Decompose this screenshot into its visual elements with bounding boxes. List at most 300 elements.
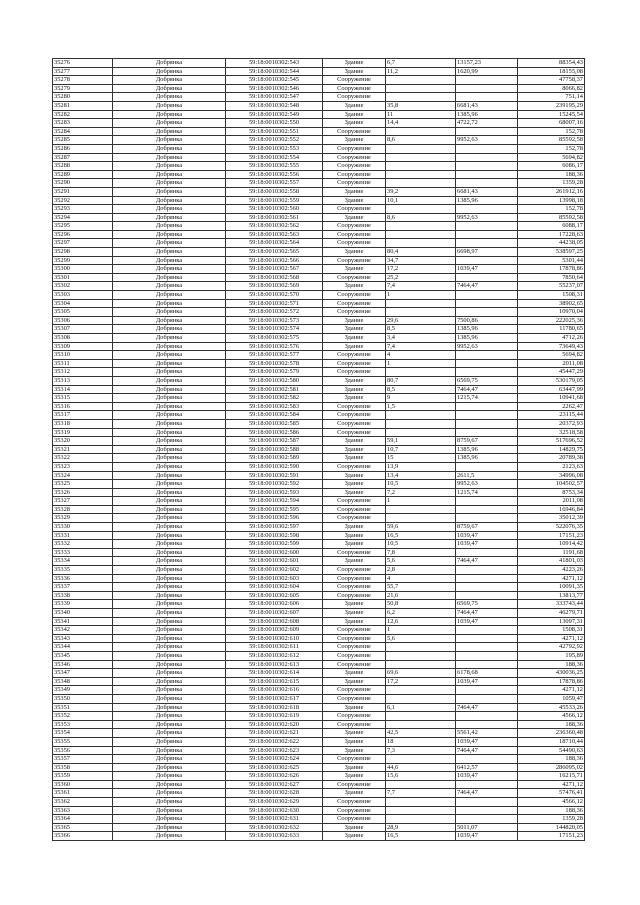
rate-cell: 1620,99 <box>456 67 518 76</box>
locality-cell: Добрянка <box>113 737 226 746</box>
row-number: 35283 <box>53 119 113 128</box>
table-row <box>53 480 585 489</box>
rate-cell <box>456 626 518 635</box>
locality-cell: Добрянка <box>113 505 226 514</box>
area-cell: 6,7 <box>386 59 456 68</box>
cadastral-value-cell: 5694,82 <box>518 153 585 162</box>
area-cell <box>386 419 456 428</box>
cadastral-number-cell: 59:18:0010302:610 <box>226 634 323 643</box>
area-cell <box>386 127 456 136</box>
cadastral-number-cell: 59:18:0010302:611 <box>226 643 323 652</box>
cadastral-number-cell: 59:18:0010302:607 <box>226 609 323 618</box>
area-cell: 13,4 <box>386 471 456 480</box>
object-type-cell: Сооружение <box>323 574 386 583</box>
object-type-cell: Здание <box>323 823 386 832</box>
area-cell <box>386 84 456 93</box>
object-type-cell: Сооружение <box>323 428 386 437</box>
object-type-cell: Сооружение <box>323 514 386 523</box>
object-type-cell: Сооружение <box>323 179 386 188</box>
locality-cell: Добрянка <box>113 617 226 626</box>
area-cell: 11 <box>386 110 456 119</box>
locality-cell: Добрянка <box>113 248 226 257</box>
object-type-cell: Здание <box>323 385 386 394</box>
area-cell <box>386 643 456 652</box>
area-cell: 7,4 <box>386 342 456 351</box>
area-cell: 1 <box>386 291 456 300</box>
area-cell <box>386 308 456 317</box>
rate-cell <box>456 505 518 514</box>
table-row <box>53 205 585 214</box>
table-row <box>53 505 585 514</box>
object-type-cell: Сооружение <box>323 651 386 660</box>
locality-cell: Добрянка <box>113 437 226 446</box>
row-number: 35287 <box>53 153 113 162</box>
cadastral-number-cell: 59:18:0010302:622 <box>226 737 323 746</box>
locality-cell: Добрянка <box>113 359 226 368</box>
table-row <box>53 282 585 291</box>
rate-cell: 6412,57 <box>456 763 518 772</box>
area-cell: 7,4 <box>386 282 456 291</box>
table-row <box>53 660 585 669</box>
locality-cell: Добрянка <box>113 746 226 755</box>
locality-cell: Добрянка <box>113 669 226 678</box>
area-cell <box>386 230 456 239</box>
row-number: 35334 <box>53 557 113 566</box>
rate-cell: 2611,5 <box>456 471 518 480</box>
rate-cell <box>456 591 518 600</box>
locality-cell: Добрянка <box>113 729 226 738</box>
rate-cell: 7500,86 <box>456 316 518 325</box>
cadastral-number-cell: 59:18:0010302:552 <box>226 136 323 145</box>
cadastral-value-cell: 188,36 <box>518 170 585 179</box>
cadastral-value-cell: 5694,82 <box>518 351 585 360</box>
area-cell: 2,8 <box>386 566 456 575</box>
locality-cell: Добрянка <box>113 703 226 712</box>
row-number: 35303 <box>53 291 113 300</box>
area-cell <box>386 686 456 695</box>
table-row <box>53 419 585 428</box>
table-row <box>53 67 585 76</box>
cadastral-value-cell: 41801,03 <box>518 557 585 566</box>
table-row <box>53 755 585 764</box>
locality-cell: Добрянка <box>113 712 226 721</box>
cadastral-number-cell: 59:18:0010302:599 <box>226 540 323 549</box>
object-type-cell: Сооружение <box>323 299 386 308</box>
object-type-cell: Здание <box>323 187 386 196</box>
cadastral-value-cell: 38902,65 <box>518 299 585 308</box>
cadastral-value-cell: 45447,29 <box>518 368 585 377</box>
object-type-cell: Здание <box>323 67 386 76</box>
area-cell: 8,5 <box>386 385 456 394</box>
cadastral-number-cell: 59:18:0010302:554 <box>226 153 323 162</box>
locality-cell: Добрянка <box>113 566 226 575</box>
cadastral-value-cell: 517696,52 <box>518 437 585 446</box>
area-cell: 59,6 <box>386 523 456 532</box>
cadastral-value-cell: 16946,84 <box>518 505 585 514</box>
locality-cell: Добрянка <box>113 76 226 85</box>
table-row <box>53 248 585 257</box>
rate-cell: 8759,67 <box>456 437 518 446</box>
cadastral-value-cell: 13097,31 <box>518 617 585 626</box>
row-number: 35278 <box>53 76 113 85</box>
object-type-cell: Сооружение <box>323 660 386 669</box>
cadastral-value-cell: 1508,31 <box>518 291 585 300</box>
locality-cell: Добрянка <box>113 411 226 420</box>
area-cell <box>386 170 456 179</box>
cadastral-number-cell: 59:18:0010302:562 <box>226 222 323 231</box>
cadastral-value-cell: 261912,16 <box>518 187 585 196</box>
row-number: 35340 <box>53 609 113 618</box>
cadastral-value-cell: 46279,71 <box>518 609 585 618</box>
rate-cell: 7464,47 <box>456 609 518 618</box>
table-row <box>53 385 585 394</box>
table-row <box>53 84 585 93</box>
table-row <box>53 574 585 583</box>
cadastral-number-cell: 59:18:0010302:543 <box>226 59 323 68</box>
rate-cell: 7464,47 <box>456 746 518 755</box>
rate-cell: 7464,47 <box>456 557 518 566</box>
object-type-cell: Здание <box>323 729 386 738</box>
locality-cell: Добрянка <box>113 342 226 351</box>
cadastral-value-cell: 1359,28 <box>518 179 585 188</box>
cadastral-value-cell: 1191,68 <box>518 548 585 557</box>
object-type-cell: Сооружение <box>323 694 386 703</box>
cadastral-value-table <box>52 58 585 841</box>
locality-cell: Добрянка <box>113 428 226 437</box>
area-cell: 8,6 <box>386 136 456 145</box>
cadastral-number-cell: 59:18:0010302:631 <box>226 815 323 824</box>
locality-cell: Добрянка <box>113 153 226 162</box>
object-type-cell: Сооружение <box>323 505 386 514</box>
area-cell: 7,7 <box>386 789 456 798</box>
cadastral-value-cell: 55237,07 <box>518 282 585 291</box>
row-number: 35320 <box>53 437 113 446</box>
table-row <box>53 712 585 721</box>
rate-cell: 1039,47 <box>456 737 518 746</box>
cadastral-number-cell: 59:18:0010302:573 <box>226 316 323 325</box>
table-row <box>53 359 585 368</box>
cadastral-number-cell: 59:18:0010302:559 <box>226 196 323 205</box>
rate-cell <box>456 643 518 652</box>
row-number: 35363 <box>53 806 113 815</box>
row-number: 35323 <box>53 462 113 471</box>
cadastral-value-cell: 152,78 <box>518 144 585 153</box>
row-number: 35342 <box>53 626 113 635</box>
locality-cell: Добрянка <box>113 832 226 841</box>
row-number: 35302 <box>53 282 113 291</box>
table-row <box>53 136 585 145</box>
object-type-cell: Сооружение <box>323 239 386 248</box>
cadastral-number-cell: 59:18:0010302:546 <box>226 84 323 93</box>
table-row <box>53 763 585 772</box>
cadastral-number-cell: 59:18:0010302:594 <box>226 497 323 506</box>
cadastral-number-cell: 59:18:0010302:620 <box>226 720 323 729</box>
table-row <box>53 239 585 248</box>
row-number: 35356 <box>53 746 113 755</box>
rate-cell <box>456 368 518 377</box>
table-row <box>53 634 585 643</box>
table-row <box>53 789 585 798</box>
row-number: 35352 <box>53 712 113 721</box>
cadastral-number-cell: 59:18:0010302:589 <box>226 454 323 463</box>
object-type-cell: Сооружение <box>323 411 386 420</box>
object-type-cell: Здание <box>323 531 386 540</box>
object-type-cell: Сооружение <box>323 548 386 557</box>
row-number: 35330 <box>53 523 113 532</box>
area-cell: 18 <box>386 737 456 746</box>
area-cell: 44,6 <box>386 763 456 772</box>
cadastral-number-cell: 59:18:0010302:629 <box>226 798 323 807</box>
area-cell: 10,1 <box>386 196 456 205</box>
object-type-cell: Сооружение <box>323 402 386 411</box>
locality-cell: Добрянка <box>113 144 226 153</box>
object-type-cell: Здание <box>323 737 386 746</box>
object-type-cell: Здание <box>323 488 386 497</box>
object-type-cell: Сооружение <box>323 273 386 282</box>
row-number: 35351 <box>53 703 113 712</box>
rate-cell <box>456 127 518 136</box>
cadastral-number-cell: 59:18:0010302:596 <box>226 514 323 523</box>
cadastral-value-cell: 1059,47 <box>518 694 585 703</box>
row-number: 35286 <box>53 144 113 153</box>
object-type-cell: Сооружение <box>323 230 386 239</box>
object-type-cell: Сооружение <box>323 127 386 136</box>
row-number: 35358 <box>53 763 113 772</box>
cadastral-number-cell: 59:18:0010302:565 <box>226 248 323 257</box>
table-row <box>53 153 585 162</box>
rate-cell: 9952,63 <box>456 136 518 145</box>
area-cell: 5,6 <box>386 557 456 566</box>
object-type-cell: Здание <box>323 213 386 222</box>
area-cell <box>386 179 456 188</box>
object-type-cell: Сооружение <box>323 368 386 377</box>
locality-cell: Добрянка <box>113 385 226 394</box>
cadastral-value-cell: 57476,41 <box>518 789 585 798</box>
object-type-cell: Сооружение <box>323 76 386 85</box>
cadastral-value-cell: 286095,02 <box>518 763 585 772</box>
cadastral-value-cell: 2262,47 <box>518 402 585 411</box>
area-cell: 34,7 <box>386 256 456 265</box>
table-row <box>53 566 585 575</box>
rate-cell: 1039,47 <box>456 832 518 841</box>
rate-cell <box>456 419 518 428</box>
table-row <box>53 497 585 506</box>
area-cell: 12,6 <box>386 617 456 626</box>
rate-cell <box>456 162 518 171</box>
table-row <box>53 454 585 463</box>
object-type-cell: Сооружение <box>323 256 386 265</box>
cadastral-number-cell: 59:18:0010302:556 <box>226 170 323 179</box>
table-row <box>53 780 585 789</box>
cadastral-value-cell: 54490,63 <box>518 746 585 755</box>
area-cell: 8,5 <box>386 325 456 334</box>
table-row <box>53 394 585 403</box>
locality-cell: Добрянка <box>113 282 226 291</box>
row-number: 35276 <box>53 59 113 68</box>
row-number: 35314 <box>53 385 113 394</box>
locality-cell: Добрянка <box>113 67 226 76</box>
locality-cell: Добрянка <box>113 815 226 824</box>
area-cell <box>386 76 456 85</box>
locality-cell: Добрянка <box>113 634 226 643</box>
cadastral-value-cell: 15245,54 <box>518 110 585 119</box>
cadastral-number-cell: 59:18:0010302:606 <box>226 600 323 609</box>
area-cell <box>386 755 456 764</box>
area-cell <box>386 720 456 729</box>
row-number: 35325 <box>53 480 113 489</box>
row-number: 35296 <box>53 230 113 239</box>
row-number: 35280 <box>53 93 113 102</box>
table-row <box>53 351 585 360</box>
locality-cell: Добрянка <box>113 548 226 557</box>
area-cell <box>386 712 456 721</box>
locality-cell: Добрянка <box>113 187 226 196</box>
locality-cell: Добрянка <box>113 213 226 222</box>
cadastral-number-cell: 59:18:0010302:581 <box>226 385 323 394</box>
row-number: 35337 <box>53 583 113 592</box>
area-cell: 17,2 <box>386 265 456 274</box>
row-number: 35349 <box>53 686 113 695</box>
table-row <box>53 110 585 119</box>
cadastral-number-cell: 59:18:0010302:587 <box>226 437 323 446</box>
area-cell: 15 <box>386 454 456 463</box>
table-row <box>53 815 585 824</box>
cadastral-value-cell: 7850,64 <box>518 273 585 282</box>
object-type-cell: Сооружение <box>323 497 386 506</box>
cadastral-value-cell: 17151,23 <box>518 531 585 540</box>
area-cell <box>386 93 456 102</box>
row-number: 35336 <box>53 574 113 583</box>
cadastral-number-cell: 59:18:0010302:548 <box>226 101 323 110</box>
cadastral-value-cell: 85592,58 <box>518 213 585 222</box>
rate-cell <box>456 359 518 368</box>
cadastral-number-cell: 59:18:0010302:612 <box>226 651 323 660</box>
rate-cell: 6569,75 <box>456 376 518 385</box>
cadastral-number-cell: 59:18:0010302:604 <box>226 583 323 592</box>
table-row <box>53 59 585 68</box>
area-cell <box>386 205 456 214</box>
area-cell: 10,5 <box>386 480 456 489</box>
row-number: 35348 <box>53 677 113 686</box>
table-row <box>53 617 585 626</box>
row-number: 35353 <box>53 720 113 729</box>
cadastral-value-cell: 10970,04 <box>518 308 585 317</box>
object-type-cell: Здание <box>323 772 386 781</box>
locality-cell: Добрянка <box>113 419 226 428</box>
locality-cell: Добрянка <box>113 488 226 497</box>
cadastral-number-cell: 59:18:0010302:561 <box>226 213 323 222</box>
area-cell <box>386 514 456 523</box>
cadastral-number-cell: 59:18:0010302:582 <box>226 394 323 403</box>
row-number: 35344 <box>53 643 113 652</box>
rate-cell <box>456 634 518 643</box>
locality-cell: Добрянка <box>113 299 226 308</box>
table-row <box>53 325 585 334</box>
cadastral-value-cell: 23115,44 <box>518 411 585 420</box>
table-row <box>53 600 585 609</box>
cadastral-number-cell: 59:18:0010302:577 <box>226 351 323 360</box>
area-cell <box>386 780 456 789</box>
rate-cell <box>456 651 518 660</box>
cadastral-number-cell: 59:18:0010302:544 <box>226 67 323 76</box>
area-cell: 1 <box>386 359 456 368</box>
locality-cell: Добрянка <box>113 308 226 317</box>
row-number: 35343 <box>53 634 113 643</box>
locality-cell: Добрянка <box>113 119 226 128</box>
locality-cell: Добрянка <box>113 694 226 703</box>
rate-cell: 1385,96 <box>456 454 518 463</box>
locality-cell: Добрянка <box>113 574 226 583</box>
cadastral-number-cell: 59:18:0010302:609 <box>226 626 323 635</box>
table-row <box>53 746 585 755</box>
rate-cell <box>456 497 518 506</box>
row-number: 35324 <box>53 471 113 480</box>
object-type-cell: Здание <box>323 746 386 755</box>
table-row <box>53 428 585 437</box>
cadastral-value-cell: 8066,82 <box>518 84 585 93</box>
area-cell: 7,2 <box>386 488 456 497</box>
object-type-cell: Здание <box>323 540 386 549</box>
rate-cell <box>456 402 518 411</box>
table-row <box>53 445 585 454</box>
table-row <box>53 737 585 746</box>
cadastral-value-cell: 20789,38 <box>518 454 585 463</box>
cadastral-number-cell: 59:18:0010302:632 <box>226 823 323 832</box>
cadastral-value-cell: 188,36 <box>518 806 585 815</box>
object-type-cell: Здание <box>323 617 386 626</box>
area-cell <box>386 651 456 660</box>
locality-cell: Добрянка <box>113 222 226 231</box>
locality-cell: Добрянка <box>113 402 226 411</box>
locality-cell: Добрянка <box>113 265 226 274</box>
rate-cell: 7464,47 <box>456 282 518 291</box>
row-number: 35304 <box>53 299 113 308</box>
cadastral-number-cell: 59:18:0010302:547 <box>226 93 323 102</box>
table-row <box>53 591 585 600</box>
table-row <box>53 265 585 274</box>
cadastral-value-cell: 188,36 <box>518 755 585 764</box>
rate-cell: 4722,72 <box>456 119 518 128</box>
cadastral-number-cell: 59:18:0010302:585 <box>226 419 323 428</box>
row-number: 35306 <box>53 316 113 325</box>
rate-cell <box>456 798 518 807</box>
cadastral-value-cell: 14829,75 <box>518 445 585 454</box>
rate-cell <box>456 256 518 265</box>
row-number: 35361 <box>53 789 113 798</box>
locality-cell: Добрянка <box>113 823 226 832</box>
object-type-cell: Сооружение <box>323 634 386 643</box>
cadastral-value-cell: 6086,17 <box>518 162 585 171</box>
row-number: 35354 <box>53 729 113 738</box>
cadastral-value-cell: 4566,12 <box>518 798 585 807</box>
object-type-cell: Сооружение <box>323 93 386 102</box>
area-cell: 35,8 <box>386 101 456 110</box>
object-type-cell: Здание <box>323 248 386 257</box>
area-cell: 80,7 <box>386 376 456 385</box>
area-cell: 7,8 <box>386 548 456 557</box>
locality-cell: Добрянка <box>113 660 226 669</box>
cadastral-value-cell: 4271,12 <box>518 780 585 789</box>
row-number: 35307 <box>53 325 113 334</box>
cadastral-number-cell: 59:18:0010302:615 <box>226 677 323 686</box>
cadastral-value-cell: 188,36 <box>518 660 585 669</box>
cadastral-number-cell: 59:18:0010302:560 <box>226 205 323 214</box>
cadastral-value-cell: 18710,44 <box>518 737 585 746</box>
row-number: 35362 <box>53 798 113 807</box>
row-number: 35322 <box>53 454 113 463</box>
row-number: 35326 <box>53 488 113 497</box>
row-number: 35366 <box>53 832 113 841</box>
